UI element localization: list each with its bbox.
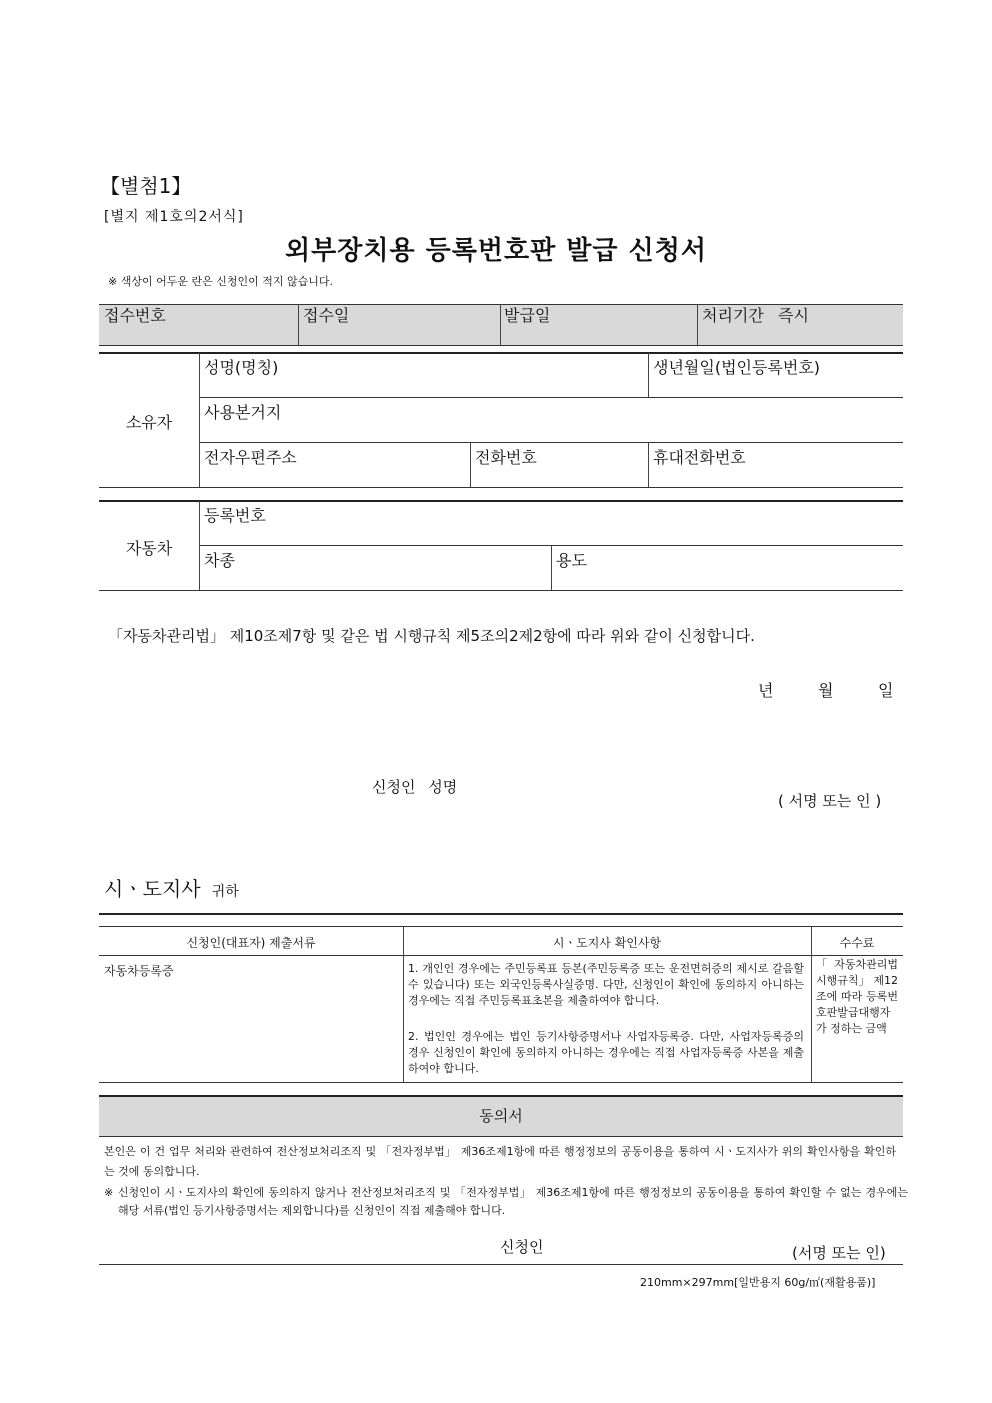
- check-item-1: 1. 개인인 경우에는 주민등록표 등본(주민등록증 또는 운전면허증의 제시로 갈음할 수 있습니다) 또는 외국인등록사실증명. 다만, 신청인이 확인에 동의하지 아니하는 경우에는 직접 주민등록표초본을 제출하여야 합니다.: [408, 962, 804, 1007]
- docs-col-submit: 신청인(대표자) 제출서류: [186, 936, 316, 950]
- vehicle-reg-number-field[interactable]: 등록번호: [204, 506, 266, 525]
- consent-note: ※ 신청인이 시ㆍ도지사의 확인에 동의하지 않거나 전산정보처리조직 및 「전자정부법」 제36조제1항에 따른 행정정보의 공동이용을 통하여 확인할 수 없는 경우에는 해당 서류(법인 등기사항증명서는 제외합니다)를 신청인이 직접 제출해야 합니다.: [104, 1186, 908, 1217]
- consent-signer-label: 신청인: [500, 1238, 544, 1256]
- owner-name-field[interactable]: 성명(명칭): [204, 358, 279, 377]
- owner-address-field[interactable]: 사용본거지: [204, 403, 282, 422]
- attachment-label: 【별첨1】: [100, 174, 192, 198]
- receipt-date-field[interactable]: 접수일: [303, 306, 350, 325]
- owner-phone-field[interactable]: 전화번호: [475, 448, 537, 467]
- signature-mark[interactable]: ( 서명 또는 인 ): [778, 792, 882, 810]
- check-item-2: 2. 법인인 경우에는 법인 등기사항증명서나 사업자등록증. 다만, 사업자등록증의 경우 신청인이 확인에 동의하지 아니하는 경우에는 직접 사업자등록증 사본을 제출하여야 합니다.: [408, 1030, 804, 1075]
- vehicle-section-label: 자동차: [125, 539, 173, 558]
- docs-col-fee: 수수료: [839, 936, 875, 950]
- fee-description: 「자동차관리법 시행규칙」 제12조에 따라 등록번호판발급대행자가 정하는 금액: [816, 958, 898, 1035]
- consent-text: 본인은 이 건 업무 처리와 관련하여 전산정보처리조직 및 「전자정부법」 제36조제1항에 따른 행정정보의 공동이용을 통하여 시ㆍ도지사가 위의 확인사항을 확인하는 것에 동의합니다.: [104, 1145, 896, 1178]
- date-day[interactable]: 일: [878, 681, 894, 700]
- form-number: [별지 제1호의2서식]: [104, 209, 244, 225]
- processing-period-value: 즉시: [778, 306, 809, 325]
- owner-email-field[interactable]: 전자우편주소: [204, 448, 297, 467]
- receipt-number-field[interactable]: 접수번호: [104, 306, 166, 325]
- paper-spec: 210mm×297mm[일반용지 60g/㎡(재활용품)]: [640, 1276, 876, 1289]
- issue-date-field[interactable]: 발급일: [504, 306, 551, 325]
- shading-note: ※ 색상이 어두운 란은 신청인이 적지 않습니다.: [108, 275, 333, 288]
- page-title: 외부장치용 등록번호판 발급 신청서: [285, 236, 707, 266]
- owner-mobile-field[interactable]: 휴대전화번호: [653, 448, 746, 467]
- owner-section-label: 소유자: [125, 413, 173, 432]
- date-month[interactable]: 월: [818, 681, 834, 700]
- processing-period-label: 처리기간: [702, 306, 764, 325]
- vehicle-usage-field[interactable]: 용도: [556, 551, 587, 570]
- owner-birth-field[interactable]: 생년월일(법인등록번호): [653, 358, 821, 377]
- recipient-title: [104, 873, 239, 902]
- vehicle-model-field[interactable]: 차종: [204, 551, 235, 570]
- consent-sign-mark[interactable]: (서명 또는 인): [792, 1244, 886, 1262]
- submit-document: 자동차등록증: [104, 964, 174, 978]
- application-statement: 「자동차관리법」 제10조제7항 및 같은 법 시행규칙 제5조의2제2항에 따라 위와 같이 신청합니다.: [108, 627, 755, 645]
- date-year[interactable]: 년: [758, 681, 774, 700]
- consent-title: 동의서: [479, 1107, 523, 1125]
- docs-col-check: 시ㆍ도지사 확인사항: [552, 936, 662, 950]
- recipient-name: 시ㆍ도지사: [104, 877, 201, 901]
- applicant-signature-label: 신청인 성명: [372, 778, 458, 796]
- recipient-suffix: 귀하: [211, 884, 239, 900]
